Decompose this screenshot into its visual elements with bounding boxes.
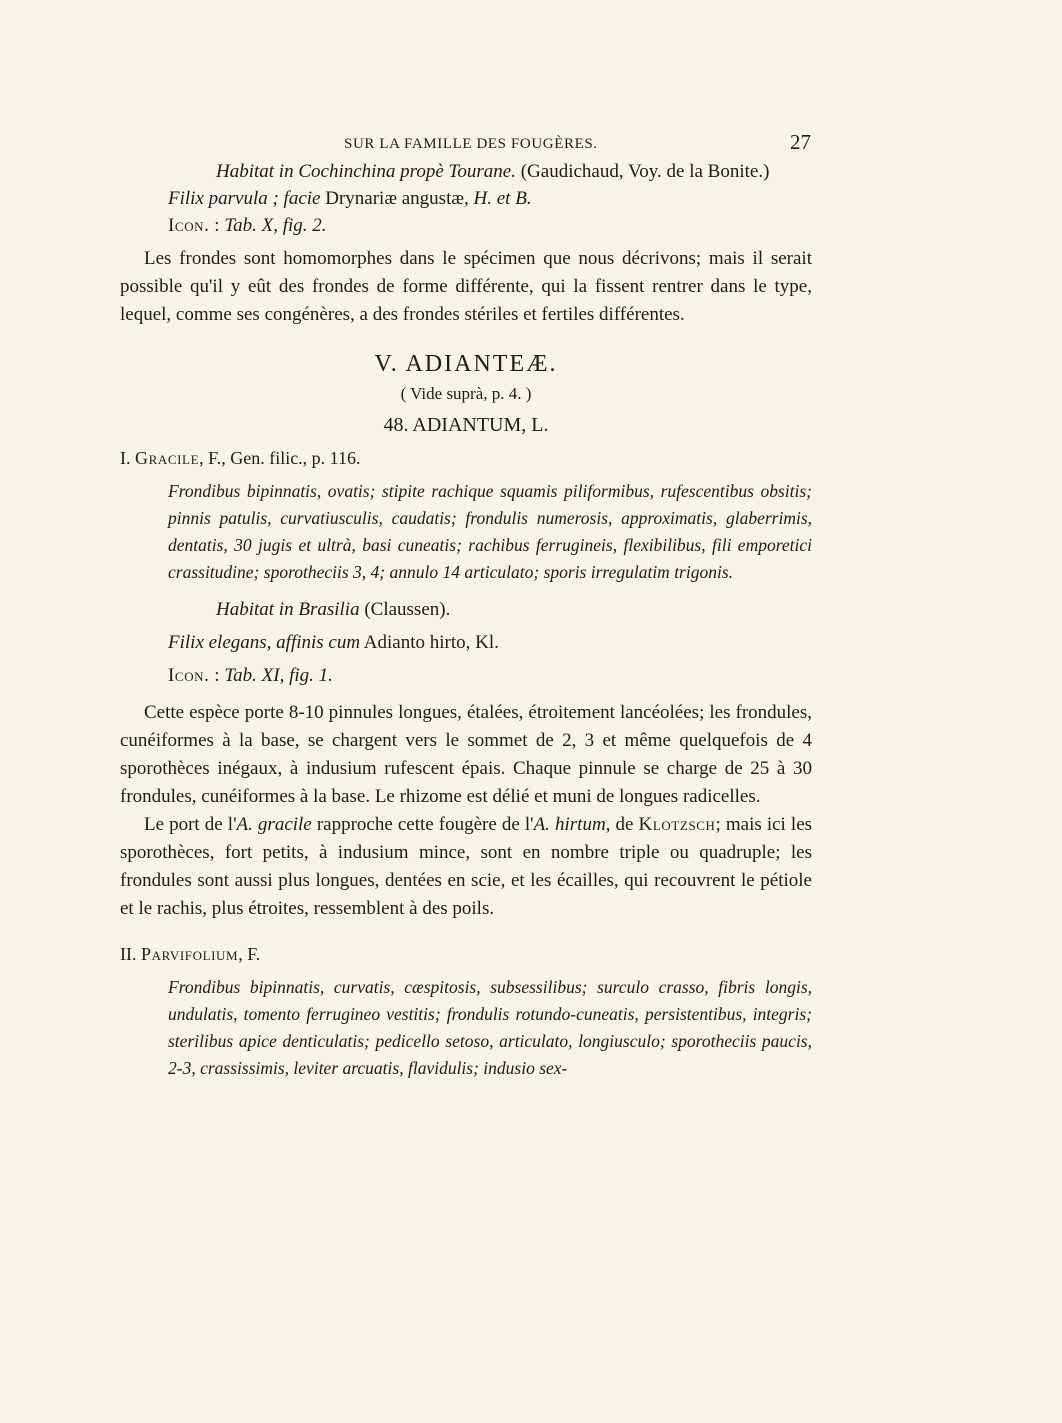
paragraph-homomorphes: Les frondes sont homomorphes dans le spécimen que nous décrivons; mais il serait possible qu'il y eût des frondes de forme différente, qui la fissent rentrer dans le type, lequel, comme ses congénères, a des frondes stériles et fertiles différentes.	[120, 248, 812, 325]
filix-author: H. et B.	[473, 188, 532, 209]
species-heading-gracile	[120, 445, 812, 472]
paragraph-gracile-2	[120, 811, 812, 923]
genus-heading: 48. ADIANTUM, L.	[383, 414, 549, 436]
habitat-source: (Claussen).	[359, 599, 451, 620]
running-head: SUR LA FAMILLE DES FOUGÈRES.	[344, 136, 598, 152]
icon-label: Icon.	[168, 215, 210, 236]
icon-line-gracile	[120, 662, 812, 689]
p2-text-g: ; mais ici les sporothèces, fort petits, à indusium mince, sont en nombre triple ou quadruple; les frondules sont aussi plus longues, dentées en scie, et les écailles, qui recouvrent le pétiole et le rachis, plus étroites, ressemblent à des poils.	[120, 814, 813, 919]
habitat-source: (Gaudichaud, Voy. de la Bonite.)	[515, 161, 770, 182]
latin-description-parvifolium: Frondibus bipinnatis, curvatis, cæspitosis, subsessilibus; surculo crasso, fibris longis, undulatis, tomento ferrugineo vestitis; frondulis rotundo-cuneatis, persistentibus, integris; sterilibus apice denticulatis; pedicello setoso, articulato, longiusculo; sporotheciis paucis, 2-3, crassissimis, leviter arcuatis, flavidulis; indusio sex-	[168, 977, 812, 1078]
species-name: Parvifolium	[141, 944, 239, 964]
p2-author-klotzsch: Klotzsch	[638, 814, 716, 835]
species-heading-parvifolium	[120, 941, 812, 968]
icon-label: Icon.	[168, 665, 210, 686]
page-body	[120, 158, 812, 1082]
icon-line	[120, 212, 812, 239]
latin-description-gracile: Frondibus bipinnatis, ovatis; stipite rachique squamis piliformibus, rufescentibus obsitis; pinnis patulis, curvatiusculis, caudatis; frondulis numerosis, approximatis, glaberrimis, dentatis, 30 jugis et ultrà, basi cuneatis; rachibus ferrugineis, flexibilibus, fili emporetici crassitudine; sporotheciis 3, 4; annulo 14 articulato; sporis irregulatim trigonis.	[168, 481, 812, 582]
habitat-line-brasilia	[120, 596, 812, 623]
p2-text-e: de	[610, 814, 639, 835]
species-citation: , F., Gen. filic., p. 116.	[199, 448, 361, 468]
filix-name: Adianto hirto, Kl.	[360, 632, 499, 653]
habitat-line	[120, 158, 812, 185]
icon-ref: Tab. XI, fig. 1.	[224, 665, 333, 686]
p2-text-a: Le port de l'	[144, 814, 237, 835]
filix-name: Drynariæ angustæ,	[320, 188, 474, 209]
icon-sep: :	[209, 665, 225, 686]
species-number: I.	[120, 448, 131, 468]
p2-text-c: rapproche cette fougère de l'	[311, 814, 534, 835]
filix-text: Filix parvula ; facie	[168, 188, 321, 209]
species-number: II.	[120, 944, 137, 964]
filix-line-elegans	[120, 629, 812, 656]
filix-text: Filix elegans, affinis cum	[168, 632, 361, 653]
habitat-text: Habitat in Brasilia	[216, 599, 360, 620]
species-name: Gracile	[135, 448, 200, 468]
section-title: V. ADIANTEÆ.	[374, 351, 558, 377]
filix-line	[120, 185, 812, 212]
icon-ref: Tab. X, fig. 2.	[224, 215, 327, 236]
p2-species-gracile: A. gracile	[236, 814, 312, 835]
habitat-text: Habitat in Cochinchina propè Tourane.	[216, 161, 516, 182]
page-header	[0, 130, 1062, 158]
species-citation: , F.	[238, 944, 261, 964]
icon-sep: :	[209, 215, 225, 236]
paragraph-gracile-1: Cette espèce porte 8-10 pinnules longues, étalées, étroitement lancéolées; les frondules, cunéiformes à la base, se chargent vers le sommet de 2, 3 et même quelquefois de 4 sporothèces inégaux, à indusium rufescent épais. Chaque pinnule se charge de 25 à 30 frondules, cunéiformes à la base. Le rhizome est délié et muni de longues radicelles.	[120, 702, 812, 807]
vide-supra: ( Vide suprà, p. 4. )	[400, 384, 532, 403]
p2-species-hirtum: A. hirtum,	[533, 814, 611, 835]
page-number: 27	[790, 130, 811, 154]
